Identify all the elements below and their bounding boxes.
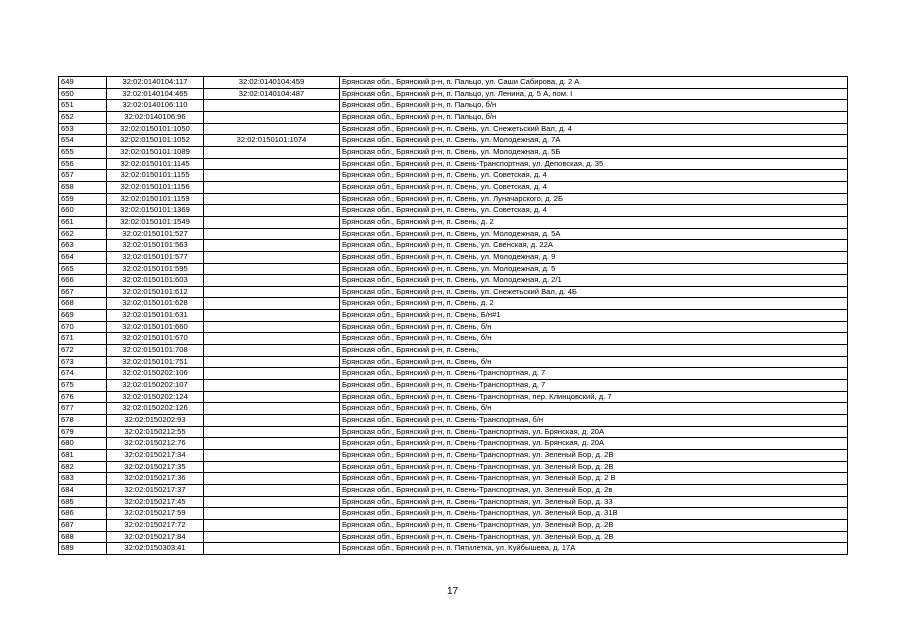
previous-cadastral-number-cell [204,205,340,217]
previous-cadastral-number-cell: 32:02:0140104:487 [204,88,340,100]
table-row [59,135,848,147]
table-row [59,415,848,427]
table-row [59,380,848,392]
cadastral-number-cell: 32:02:0150101:595 [107,263,204,275]
table-row [59,310,848,322]
cadastral-number-cell: 32:02:0150101:527 [107,228,204,240]
cadastral-number-cell: 32:02:0150101:628 [107,298,204,310]
address-cell: Брянская обл., Брянский р-н, п. Свень, ул. Молодежная, д. 5А [340,228,848,240]
previous-cadastral-number-cell [204,251,340,263]
address-cell: Брянская обл., Брянский р-н, п. Пальцо, ул. Ленина, д. 5 А, пом. I [340,88,848,100]
row-number-cell: 679 [59,426,107,438]
row-number-cell: 677 [59,403,107,415]
table-row [59,461,848,473]
address-cell: Брянская обл., Брянский р-н, п. Свень, ул. Советская, д. 4 [340,181,848,193]
cadastral-number-cell: 32:02:0150217:34 [107,450,204,462]
address-cell: Брянская обл., Брянский р-н, п. Свень-Транспортная, д. 7 [340,380,848,392]
table-row [59,531,848,543]
previous-cadastral-number-cell [204,123,340,135]
row-number-cell: 685 [59,496,107,508]
address-cell: Брянская обл., Брянский р-н, п. Пальцо, ул. Саши Сабирова, д. 2 А [340,77,848,89]
table-row [59,111,848,123]
cadastral-number-cell: 32:02:0150202:107 [107,380,204,392]
cadastral-number-cell: 32:02:0150202:106 [107,368,204,380]
table-row [59,333,848,345]
previous-cadastral-number-cell [204,228,340,240]
row-number-cell: 666 [59,275,107,287]
table-row [59,508,848,520]
previous-cadastral-number-cell [204,356,340,368]
previous-cadastral-number-cell [204,415,340,427]
address-cell: Брянская обл., Брянский р-н, п. Свень-Транспортная, ул. Брянская, д. 20А [340,438,848,450]
cadastral-number-cell: 32:02:0150101:1155 [107,170,204,182]
address-cell: Брянская обл., Брянский р-н, п. Свень, б/н [340,321,848,333]
row-number-cell: 660 [59,205,107,217]
row-number-cell: 664 [59,251,107,263]
address-cell: Брянская обл., Брянский р-н, п. Пятилетка, ул. Куйбышева, д. 17А [340,543,848,555]
previous-cadastral-number-cell [204,438,340,450]
table-row [59,403,848,415]
row-number-cell: 649 [59,77,107,89]
cadastral-number-cell: 32:02:0150217:37 [107,484,204,496]
row-number-cell: 656 [59,158,107,170]
address-cell: Брянская обл., Брянский р-н, п. Свень-Транспортная, ул. Зеленый Бор, д. 2 В [340,473,848,485]
address-cell: Брянская обл., Брянский р-н, п. Свень, ул. Советская, д. 4 [340,170,848,182]
address-cell: Брянская обл., Брянский р-н, п. Свень-Транспортная, ул. Зеленый Бор, д. 31В [340,508,848,520]
row-number-cell: 659 [59,193,107,205]
previous-cadastral-number-cell [204,275,340,287]
previous-cadastral-number-cell: 32:02:0150101:1074 [204,135,340,147]
address-cell: Брянская обл., Брянский р-н, п. Свень, ул. Молодежная, д. 5 [340,263,848,275]
cadastral-number-cell: 32:02:0140106:96 [107,111,204,123]
row-number-cell: 672 [59,345,107,357]
previous-cadastral-number-cell [204,321,340,333]
address-cell: Брянская обл., Брянский р-н, п. Пальцо, б/н [340,100,848,112]
previous-cadastral-number-cell [204,496,340,508]
cadastral-number-cell: 32:02:0140104:117 [107,77,204,89]
address-cell: Брянская обл., Брянский р-н, п. Свень-Транспортная, ул. Зеленый Бор, д. 33 [340,496,848,508]
address-cell: Брянская обл., Брянский р-н, п. Свень-Транспортная, ул. Зеленый Бор, д. 2В [340,519,848,531]
address-cell: Брянская обл., Брянский р-н, п. Свень-Транспортная, пер. Клинцовский, д. 7 [340,391,848,403]
cadastral-number-cell: 32:02:0150217:72 [107,519,204,531]
cadastral-number-cell: 32:02:0150101:1052 [107,135,204,147]
previous-cadastral-number-cell [204,310,340,322]
row-number-cell: 680 [59,438,107,450]
cadastral-number-cell: 32:02:0150217:35 [107,461,204,473]
row-number-cell: 689 [59,543,107,555]
table-row [59,146,848,158]
row-number-cell: 683 [59,473,107,485]
row-number-cell: 663 [59,240,107,252]
table-row [59,77,848,89]
row-number-cell: 658 [59,181,107,193]
previous-cadastral-number-cell [204,426,340,438]
table-row [59,368,848,380]
row-number-cell: 655 [59,146,107,158]
previous-cadastral-number-cell [204,403,340,415]
row-number-cell: 650 [59,88,107,100]
cadastral-number-cell: 32:02:0150101:1050 [107,123,204,135]
address-cell: Брянская обл., Брянский р-н, п. Свень-Транспортная, б/н [340,415,848,427]
row-number-cell: 662 [59,228,107,240]
row-number-cell: 675 [59,380,107,392]
previous-cadastral-number-cell [204,170,340,182]
row-number-cell: 681 [59,450,107,462]
address-cell: Брянская обл., Брянский р-н, п. Свень, б/н [340,403,848,415]
table-row [59,438,848,450]
table-row [59,123,848,135]
table-row [59,356,848,368]
cadastral-number-cell: 32:02:0150202:124 [107,391,204,403]
table-row [59,391,848,403]
cadastral-number-cell: 32:02:0150212:76 [107,438,204,450]
cadastral-number-cell: 32:02:0150101:1156 [107,181,204,193]
address-cell: Брянская обл., Брянский р-н, п. Свень-Транспортная, ул. Зеленый Бор, д. 2В [340,450,848,462]
address-cell: Брянская обл., Брянский р-н, п. Свень, ул. Молодежная, д. 5Б [340,146,848,158]
row-number-cell: 668 [59,298,107,310]
cadastral-number-cell: 32:02:0150101:577 [107,251,204,263]
cadastral-number-cell: 32:02:0150101:1145 [107,158,204,170]
table-row [59,216,848,228]
table-row [59,158,848,170]
previous-cadastral-number-cell [204,263,340,275]
row-number-cell: 653 [59,123,107,135]
previous-cadastral-number-cell [204,473,340,485]
table-row [59,251,848,263]
table-row [59,228,848,240]
row-number-cell: 670 [59,321,107,333]
table-row [59,450,848,462]
row-number-cell: 651 [59,100,107,112]
address-cell: Брянская обл., Брянский р-н, п. Свень, б/н [340,333,848,345]
cadastral-number-cell: 32:02:0150101:612 [107,286,204,298]
table-row [59,298,848,310]
address-cell: Брянская обл., Брянский р-н, п. Свень, ул. Снежетьский Вал, д. 4 [340,123,848,135]
table-row [59,170,848,182]
previous-cadastral-number-cell [204,333,340,345]
previous-cadastral-number-cell [204,158,340,170]
page-number: 17 [446,586,459,597]
address-cell: Брянская обл., Брянский р-н, п. Свень, [340,345,848,357]
property-table [58,76,848,555]
cadastral-number-cell: 32:02:0150101:1089 [107,146,204,158]
row-number-cell: 671 [59,333,107,345]
address-cell: Брянская обл., Брянский р-н, п. Свень, ул. Советская, д. 4 [340,205,848,217]
table-row [59,100,848,112]
row-number-cell: 669 [59,310,107,322]
table-row [59,484,848,496]
row-number-cell: 652 [59,111,107,123]
cadastral-number-cell: 32:02:0150217:59 [107,508,204,520]
previous-cadastral-number-cell [204,484,340,496]
row-number-cell: 673 [59,356,107,368]
row-number-cell: 674 [59,368,107,380]
table-row [59,240,848,252]
row-number-cell: 687 [59,519,107,531]
cadastral-number-cell: 32:02:0150101:670 [107,333,204,345]
cadastral-number-cell: 32:02:0150212:55 [107,426,204,438]
cadastral-number-cell: 32:02:0150101:751 [107,356,204,368]
table-row [59,345,848,357]
cadastral-number-cell: 32:02:0150101:1549 [107,216,204,228]
previous-cadastral-number-cell [204,193,340,205]
previous-cadastral-number-cell [204,111,340,123]
cadastral-number-cell: 32:02:0150101:603 [107,275,204,287]
property-table-body [59,77,848,555]
row-number-cell: 686 [59,508,107,520]
row-number-cell: 667 [59,286,107,298]
table-row [59,275,848,287]
address-cell: Брянская обл., Брянский р-н, п. Свень, Б/н#1 [340,310,848,322]
table-row [59,193,848,205]
address-cell: Брянская обл., Брянский р-н, п. Свень, ул. Свенская, д. 22А [340,240,848,252]
table-row [59,473,848,485]
row-number-cell: 688 [59,531,107,543]
previous-cadastral-number-cell [204,146,340,158]
address-cell: Брянская обл., Брянский р-н, п. Свень-Транспортная, ул. Деповская, д. 35 [340,158,848,170]
cadastral-number-cell: 32:02:0150202:126 [107,403,204,415]
previous-cadastral-number-cell [204,519,340,531]
row-number-cell: 682 [59,461,107,473]
table-row [59,181,848,193]
previous-cadastral-number-cell [204,461,340,473]
previous-cadastral-number-cell [204,298,340,310]
previous-cadastral-number-cell [204,391,340,403]
address-cell: Брянская обл., Брянский р-н, п. Свень-Транспортная, ул. Зеленый Бор, д. 2В [340,461,848,473]
previous-cadastral-number-cell: 32:02:0140104:459 [204,77,340,89]
address-cell: Брянская обл., Брянский р-н, п. Свень, ул. Молодежная, д. 7А [340,135,848,147]
address-cell: Брянская обл., Брянский р-н, п. Свень, д. 2 [340,298,848,310]
previous-cadastral-number-cell [204,450,340,462]
cadastral-number-cell: 32:02:0150101:708 [107,345,204,357]
table-row [59,321,848,333]
cadastral-number-cell: 32:02:0150217:36 [107,473,204,485]
address-cell: Брянская обл., Брянский р-н, п. Свень, б/н [340,356,848,368]
address-cell: Брянская обл., Брянский р-н, п. Свень, ул. Луначарского, д. 2Б [340,193,848,205]
address-cell: Брянская обл., Брянский р-н, п. Свень-Транспортная, д. 7 [340,368,848,380]
table-row [59,205,848,217]
previous-cadastral-number-cell [204,380,340,392]
address-cell: Брянская обл., Брянский р-н, п. Свень, ул. Молодежная, д. 9 [340,251,848,263]
row-number-cell: 657 [59,170,107,182]
row-number-cell: 665 [59,263,107,275]
previous-cadastral-number-cell [204,240,340,252]
address-cell: Брянская обл., Брянский р-н, п. Свень, ул. Снежетьский Вал, д. 4Б [340,286,848,298]
table-row [59,519,848,531]
address-cell: Брянская обл., Брянский р-н, п. Свень-Транспортная, ул. Зеленый Бор, д. 2в [340,484,848,496]
cadastral-number-cell: 32:02:0150101:1159 [107,193,204,205]
address-cell: Брянская обл., Брянский р-н, п. Пальцо, б/н [340,111,848,123]
address-cell: Брянская обл., Брянский р-н, п. Свень, д. 2 [340,216,848,228]
cadastral-number-cell: 32:02:0140104:465 [107,88,204,100]
previous-cadastral-number-cell [204,345,340,357]
previous-cadastral-number-cell [204,286,340,298]
previous-cadastral-number-cell [204,216,340,228]
previous-cadastral-number-cell [204,368,340,380]
row-number-cell: 676 [59,391,107,403]
cadastral-number-cell: 32:02:0150217:84 [107,531,204,543]
table-row [59,286,848,298]
cadastral-number-cell: 32:02:0150101:660 [107,321,204,333]
previous-cadastral-number-cell [204,543,340,555]
cadastral-number-cell: 32:02:0150217:45 [107,496,204,508]
previous-cadastral-number-cell [204,181,340,193]
table-row [59,263,848,275]
table-row [59,426,848,438]
cadastral-number-cell: 32:02:0150101:1369 [107,205,204,217]
cadastral-number-cell: 32:02:0150101:563 [107,240,204,252]
table-row [59,496,848,508]
previous-cadastral-number-cell [204,100,340,112]
table-row [59,543,848,555]
cadastral-number-cell: 32:02:0150101:631 [107,310,204,322]
address-cell: Брянская обл., Брянский р-н, п. Свень, ул. Молодежная, д. 2/1 [340,275,848,287]
table-row [59,88,848,100]
row-number-cell: 684 [59,484,107,496]
address-cell: Брянская обл., Брянский р-н, п. Свень-Транспортная, ул. Брянская, д. 20А [340,426,848,438]
cadastral-number-cell: 32:02:0150303:41 [107,543,204,555]
cadastral-number-cell: 32:02:0150202:93 [107,415,204,427]
row-number-cell: 678 [59,415,107,427]
row-number-cell: 661 [59,216,107,228]
previous-cadastral-number-cell [204,508,340,520]
cadastral-number-cell: 32:02:0140106:110 [107,100,204,112]
row-number-cell: 654 [59,135,107,147]
previous-cadastral-number-cell [204,531,340,543]
address-cell: Брянская обл., Брянский р-н, п. Свень-Транспортная, ул. Зеленый Бор, д. 2В [340,531,848,543]
